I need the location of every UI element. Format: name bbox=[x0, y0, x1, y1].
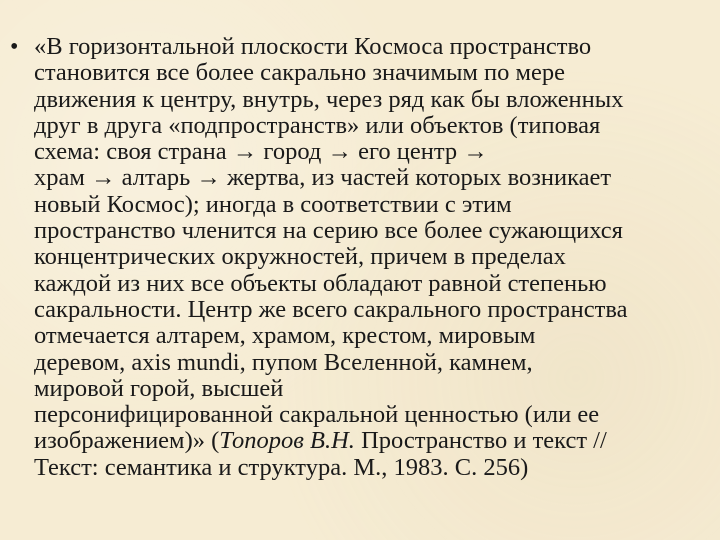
quote-line: новый Космос); иногда в соответствии с этим bbox=[34, 190, 512, 218]
citation-author: Топоров В.Н. bbox=[219, 427, 355, 455]
quote-closing-text: изображением)» ( bbox=[34, 427, 220, 455]
quote-line: сакральности. Центр же всего сакрального пространства bbox=[34, 295, 628, 323]
quote-line: друг в друга «подпространств» или объектов (типовая bbox=[34, 111, 601, 139]
quote-line: становится все более сакрально значимым по мере bbox=[34, 59, 566, 87]
quote-line: храм → алтарь → жертва, из частей которых возникает bbox=[34, 164, 612, 192]
quote-line: отмечается алтарем, храмом, крестом, мировым bbox=[34, 322, 536, 350]
quote-line: движения к центру, внутрь, через ряд как бы вложенных bbox=[34, 85, 624, 113]
citation-title: Пространство и текст // bbox=[354, 427, 607, 455]
quote-citation-line bbox=[34, 428, 720, 454]
citation-source: Текст: семантика и структура. М., 1983. С. 256) bbox=[34, 453, 529, 481]
quote-line: деревом, axis mundi, пупом Вселенной, камнем, bbox=[34, 348, 533, 376]
quote-line: «В горизонтальной плоскости Космоса пространство bbox=[34, 33, 592, 60]
bullet-marker: • bbox=[10, 34, 19, 60]
quote-line: мировой горой, высшей bbox=[34, 374, 284, 402]
quote-line: персонифицированной сакральной ценностью (или ее bbox=[34, 401, 600, 429]
quote-line: концентрических окружностей, причем в пределах bbox=[34, 243, 566, 271]
quote-line: пространство членится на серию все более сужающихся bbox=[34, 217, 623, 245]
quote-line: каждой из них все объекты обладают равной степенью bbox=[34, 269, 607, 297]
quote-text bbox=[34, 34, 720, 481]
quote-line: схема: своя страна → город → его центр → bbox=[34, 138, 488, 166]
